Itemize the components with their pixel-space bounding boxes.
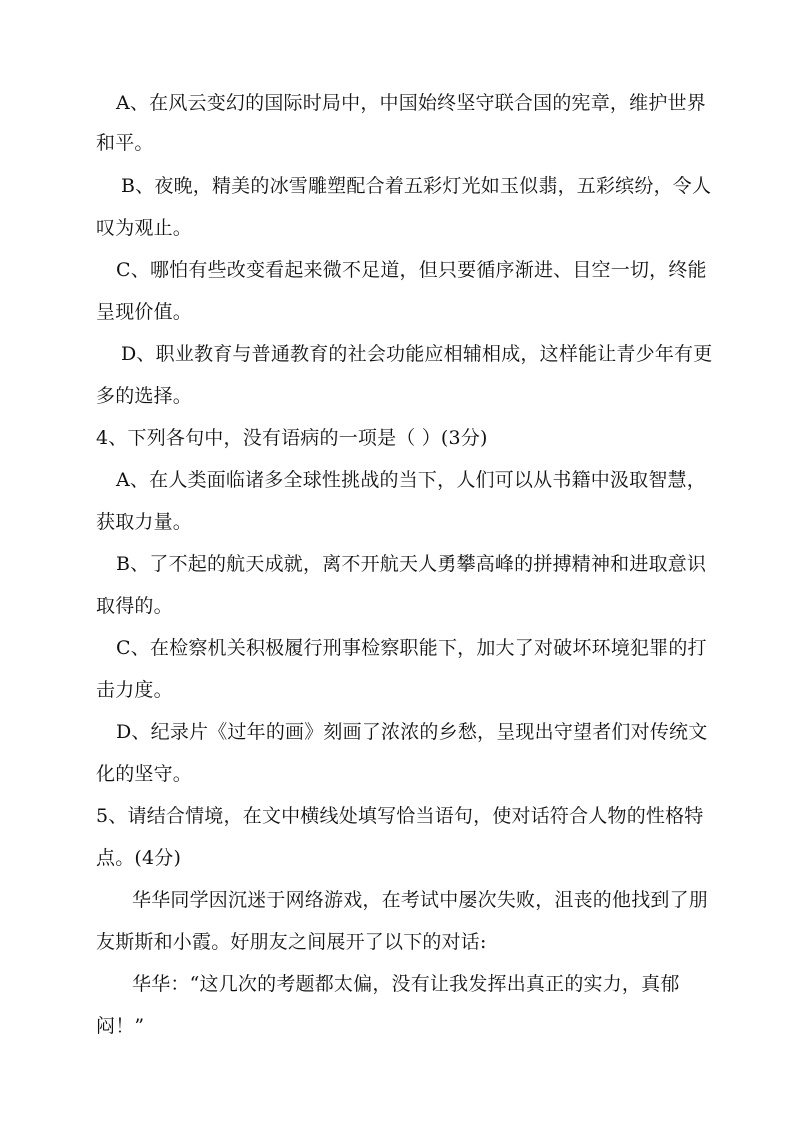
q3-option-d-line2: 多的选择。 xyxy=(96,385,193,407)
q3-option-d-line1: D、职业教育与普通教育的社会功能应相辅相成，这样能让青少年有更 xyxy=(121,343,713,365)
q5-stem-line2: 点。(4分) xyxy=(96,847,182,869)
q5-stem-line1: 5、请结合情境，在文中横线处填写恰当语句，使对话符合人物的性格特 xyxy=(96,805,704,827)
q4-option-d-line1: D、纪录片《过年的画》刻画了浓浓的乡愁，呈现出守望者们对传统文 xyxy=(116,721,708,743)
q3-option-c-line1: C、哪怕有些改变看起来微不足道，但只要循序渐进、目空一切，终能 xyxy=(116,259,707,281)
q4-option-b-line1: B、了不起的航天成就，离不开航天人勇攀高峰的拼搏精神和进取意识 xyxy=(116,553,707,575)
q5-paragraph-line1: 华华同学因沉迷于网络游戏，在考试中屡次失败，沮丧的他找到了朋 xyxy=(132,889,709,911)
q4-stem: 4、下列各句中，没有语病的一项是（ ）(3分) xyxy=(96,427,488,449)
q4-option-c-line2: 击力度。 xyxy=(96,679,173,701)
q4-option-a-line2: 获取力量。 xyxy=(96,511,193,533)
q3-option-b-line1: B、夜晚，精美的冰雪雕塑配合着五彩灯光如玉似翡，五彩缤纷，令人 xyxy=(121,175,712,197)
q3-option-c-line2: 呈现价值。 xyxy=(96,301,193,323)
q5-dialog-line2: 闷！” xyxy=(96,1015,145,1037)
q5-paragraph-line2: 友斯斯和小霞。好朋友之间展开了以下的对话: xyxy=(96,931,487,953)
q3-option-b-line2: 叹为观止。 xyxy=(96,217,193,239)
q4-option-d-line2: 化的坚守。 xyxy=(96,763,193,785)
q4-option-b-line2: 取得的。 xyxy=(96,595,173,617)
q4-option-a-line1: A、在人类面临诸多全球性挑战的当下，人们可以从书籍中汲取智慧， xyxy=(116,469,706,491)
q3-option-a-line1: A、在风云变幻的国际时局中，中国始终坚守联合国的宪章，维护世界 xyxy=(116,92,706,114)
q4-option-c-line1: C、在检察机关积极履行刑事检察职能下，加大了对破坏环境犯罪的打 xyxy=(116,637,707,659)
q5-dialog-line1: 华华：“这几次的考题都太偏，没有让我发挥出真正的实力，真郁 xyxy=(132,973,680,995)
q3-option-a-line2: 和平。 xyxy=(96,132,154,154)
